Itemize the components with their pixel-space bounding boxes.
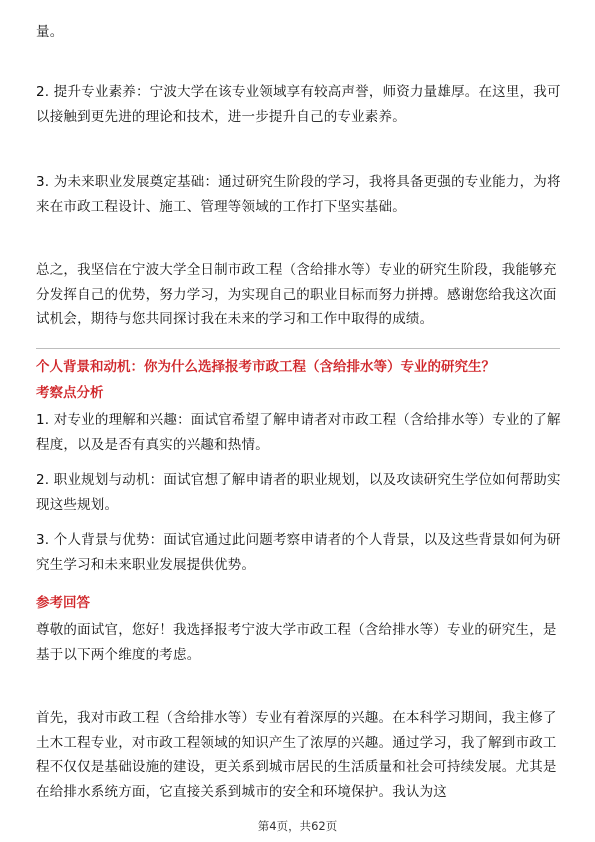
analysis-item-1: 1. 对专业的理解和兴趣：面试官希望了解申请者对市政工程（含给排水等）专业的了解程度，以及是否有真实的兴趣和热情。: [36, 412, 561, 453]
paragraph-continuation: 量。: [36, 24, 64, 40]
paragraph-point-2: 2. 提升专业素养：宁波大学在该专业领域享有较高声誉，师资力量雄厚。在这里，我可以接触到更先进的理论和技术，进一步提升自己的专业素养。: [36, 84, 561, 125]
analysis-heading: 考察点分析: [36, 385, 104, 401]
answer-paragraph-2: 首先，我对市政工程（含给排水等）专业有着深厚的兴趣。在本科学习期间，我主修了土木工程专业，对市政工程领域的知识产生了浓厚的兴趣。通过学习，我了解到市政工程不仅仅是基础设施的建设，更关系到城市居民的生活质量和社会可持续发展。尤其是在给排水系统方面，它直接关系到城市的安全和环境保护。我认为这: [36, 710, 557, 800]
paragraph-point-3: 3. 为未来职业发展奠定基础：通过研究生阶段的学习，我将具备更强的专业能力，为将来在市政工程设计、施工、管理等领域的工作打下坚实基础。: [36, 174, 561, 215]
answer-heading: 参考回答: [36, 595, 90, 611]
section-divider: [36, 348, 560, 349]
paragraph-conclusion: 总之，我坚信在宁波大学全日制市政工程（含给排水等）专业的研究生阶段，我能够充分发挥自己的优势，努力学习，为实现自己的职业目标而努力拼搏。感谢您给我这次面试机会，期待与您共同探讨我在未来的学习和工作中取得的成绩。: [36, 262, 557, 327]
analysis-item-2: 2. 职业规划与动机：面试官想了解申请者的职业规划，以及攻读研究生学位如何帮助实现这些规划。: [36, 472, 561, 513]
analysis-item-3: 3. 个人背景与优势：面试官通过此问题考察申请者的个人背景，以及这些背景如何为研究生学习和未来职业发展提供优势。: [36, 532, 561, 573]
question-title: 个人背景和动机：你为什么选择报考市政工程（含给排水等）专业的研究生？: [36, 359, 495, 375]
page-number-footer: 第4页，共62页: [257, 819, 338, 833]
answer-paragraph-1: 尊敬的面试官，您好！我选择报考宁波大学市政工程（含给排水等）专业的研究生，是基于以下两个维度的考虑。: [36, 622, 557, 663]
